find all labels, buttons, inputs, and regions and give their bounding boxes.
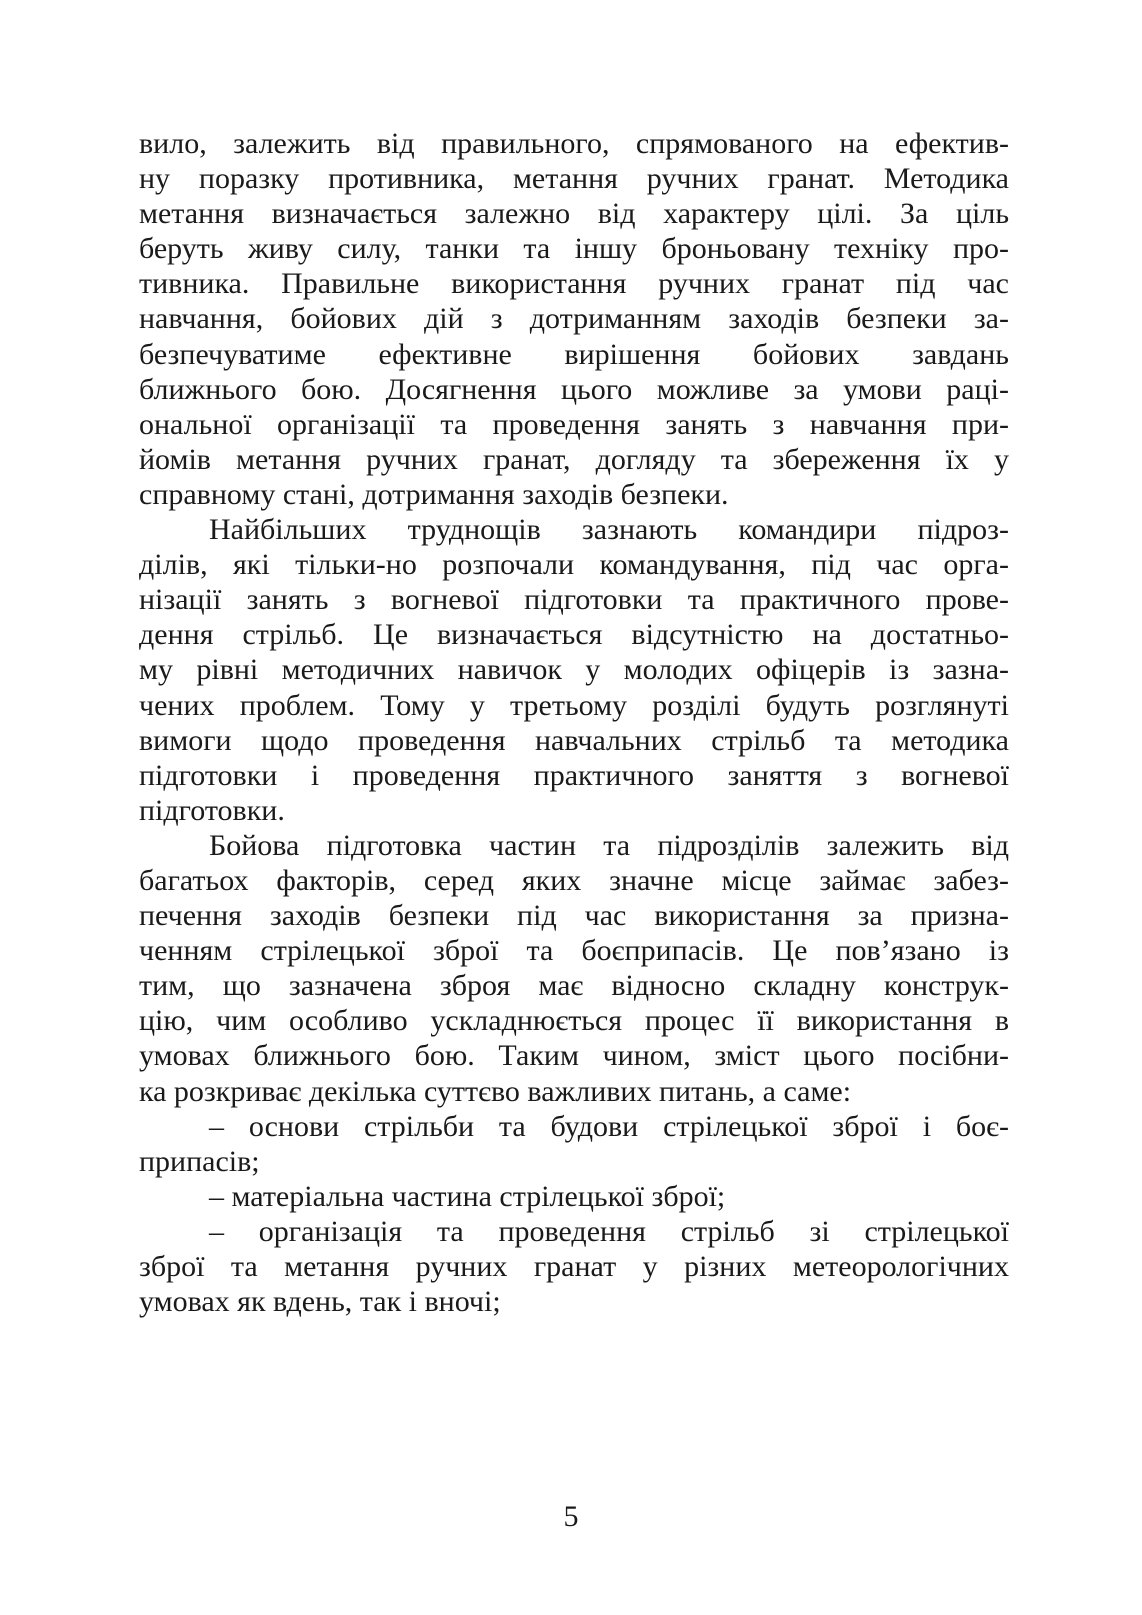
text-line: ближнього бою. Досягнення цього можливе за умови раці-: [139, 372, 1009, 406]
text-line: ділів, які тільки-но розпочали командування, під час орга-: [139, 548, 1009, 582]
text-line: метання визначається залежно від характеру цілі. За ціль: [139, 197, 1009, 231]
text-line: багатьох факторів, серед яких значне місце займає забез-: [139, 863, 1009, 897]
list-item-line: зброї та метання ручних гранат у різних метеорологічних: [139, 1250, 1009, 1283]
text-line: підготовки і проведення практичного заняття з вогневої: [139, 758, 1009, 792]
list-item-line: – матеріальна частина стрілецької зброї;: [209, 1179, 726, 1213]
text-line: чених проблем. Тому у третьому розділі будуть розглянуті: [139, 688, 1009, 722]
text-line: печення заходів безпеки під час використання за призна-: [139, 899, 1009, 933]
text-line: тивника. Правильне використання ручних гранат під час: [139, 267, 1009, 301]
list-item-line: – організація та проведення стрільб зі стрілецької: [209, 1214, 1009, 1248]
body-text: [139, 126, 1009, 1319]
list-item-line: – основи стрільби та будови стрілецької зброї і боє-: [209, 1109, 1009, 1143]
page-number: 5: [563, 1500, 579, 1533]
list-item-line: припасів;: [139, 1144, 260, 1178]
text-line: ну поразку противника, метання ручних гранат. Методика: [139, 162, 1009, 196]
text-line: умовах ближнього бою. Таким чином, зміст цього посібни-: [139, 1039, 1009, 1073]
text-line: безпечуватиме ефективне вирішення бойових завдань: [139, 337, 1009, 371]
text-line: ональної організації та проведення занять з навчання при-: [139, 407, 1009, 441]
text-line: навчання, бойових дій з дотриманням заходів безпеки за-: [139, 302, 1009, 336]
text-line: вило, залежить від правильного, спрямованого на ефектив-: [139, 127, 1009, 160]
text-line: му рівні методичних навичок у молодих офіцерів із зазна-: [139, 653, 1009, 687]
text-line: цію, чим особливо ускладнюється процес її використання в: [139, 1004, 1009, 1038]
text-line: ка розкриває декілька суттєво важливих питань, а саме:: [139, 1074, 852, 1108]
text-line: беруть живу силу, танки та іншу броньовану техніку про-: [139, 232, 1009, 266]
text-line: Бойова підготовка частин та підрозділів залежить від: [209, 828, 1009, 862]
text-line: вимоги щодо проведення навчальних стрільб та методика: [139, 723, 1009, 757]
text-line: Найбільших труднощів зазнають командири підроз-: [209, 513, 1009, 547]
text-line: йомів метання ручних гранат, догляду та збереження їх у: [139, 442, 1009, 476]
text-line: тим, що зазначена зброя має відносно складну конструк-: [139, 969, 1009, 1003]
list-item-line: умовах як вдень, так і вночі;: [139, 1285, 501, 1319]
text-line: нізації занять з вогневої підготовки та практичного прове-: [139, 583, 1009, 617]
text-line: дення стрільб. Це визначається відсутністю на достатньо-: [139, 618, 1009, 652]
text-line: ченням стрілецької зброї та боєприпасів. Це пов’язано із: [139, 934, 1009, 968]
text-line: підготовки.: [139, 793, 285, 827]
text-line: справному стані, дотримання заходів безпеки.: [139, 477, 729, 511]
